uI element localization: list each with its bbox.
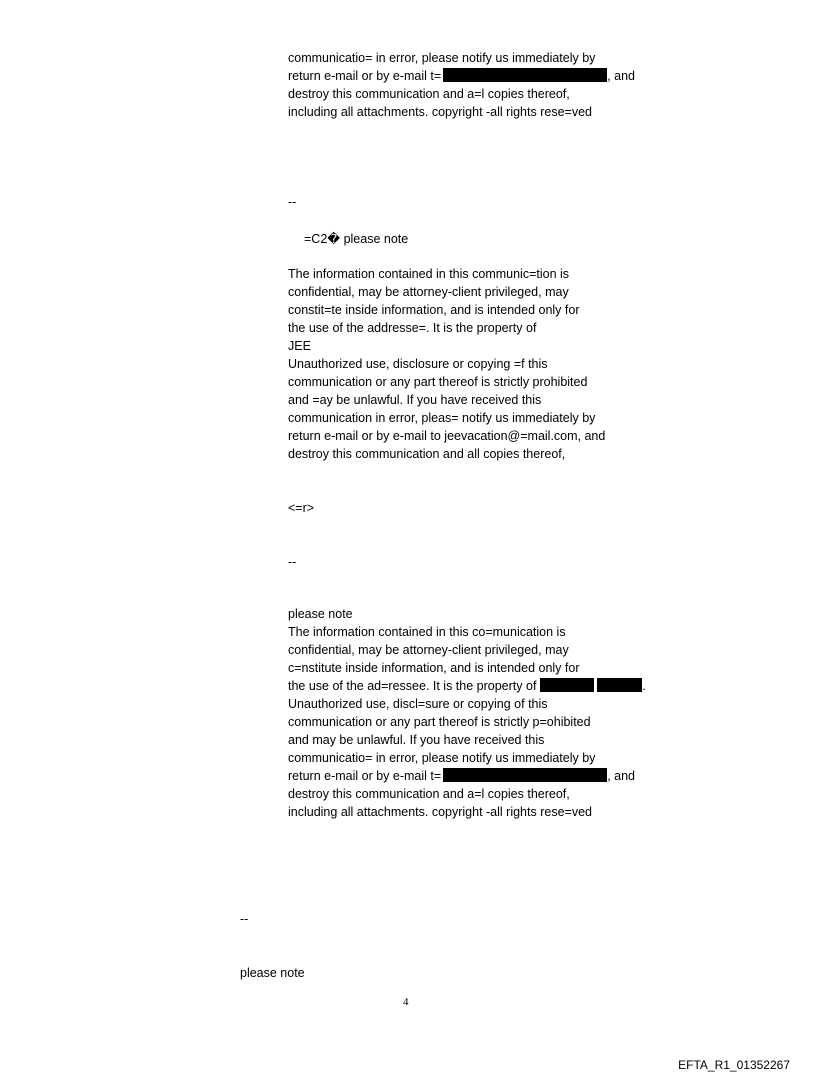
text-line <box>288 68 635 86</box>
text-fragment: . <box>642 679 646 693</box>
text-fragment: , and <box>607 769 635 783</box>
text-line: communication or any part thereof is strictly p=ohibited <box>288 715 591 729</box>
text-line: the use of the addresse=. It is the property of <box>288 321 537 335</box>
text-fragment: return e-mail or by e-mail t= <box>288 69 442 83</box>
text-line: JEE <box>288 339 311 353</box>
text-line: including all attachments. copyright -all rights rese=ved <box>288 805 592 819</box>
text-line: return e-mail or by e-mail to jeevacation@=mail.com, and <box>288 429 606 443</box>
page-number: 4 <box>403 996 409 1008</box>
separator-text: -- <box>240 912 249 926</box>
text-line: The information contained in this co=munication is <box>288 625 566 639</box>
text-line: confidential, may be attorney-client privileged, may <box>288 285 569 299</box>
text-line: communicatio= in error, please notify us immediately by <box>288 51 596 65</box>
text-line: communication in error, pleas= notify us immediately by <box>288 411 596 425</box>
text-line: including all attachments. copyright -all rights rese=ved <box>288 105 592 119</box>
text-line: destroy this communication and a=l copies thereof, <box>288 787 570 801</box>
text-line: destroy this communication and a=l copies thereof, <box>288 87 570 101</box>
text-line: destroy this communication and all copies thereof, <box>288 447 566 461</box>
text-line: communication or any part thereof is strictly prohibited <box>288 375 588 389</box>
text-line: c=nstitute inside information, and is intended only for <box>288 661 580 675</box>
text-line: constit=te inside information, and is intended only for <box>288 303 580 317</box>
text-fragment: return e-mail or by e-mail t= <box>288 769 442 783</box>
text-line <box>288 768 635 786</box>
redaction-bar <box>443 768 607 782</box>
text-line: The information contained in this communic=tion is <box>288 267 570 281</box>
br-tag-text: <=r> <box>288 501 315 515</box>
note-heading: please note <box>288 607 353 621</box>
redaction-bar <box>597 678 642 692</box>
text-line: Unauthorized use, discl=sure or copying of this <box>288 697 548 711</box>
text-fragment: , and <box>607 69 635 83</box>
note-heading: please note <box>240 966 305 980</box>
note-heading: =C2� please note <box>304 232 409 246</box>
separator-text: -- <box>288 555 297 569</box>
text-line <box>288 678 646 696</box>
document-id-footer: EFTA_R1_01352267 <box>678 1058 790 1072</box>
text-line: confidential, may be attorney-client privileged, may <box>288 643 569 657</box>
redaction-bar <box>443 68 607 82</box>
text-line: Unauthorized use, disclosure or copying =f this <box>288 357 548 371</box>
text-line: communicatio= in error, please notify us immediately by <box>288 751 596 765</box>
text-line: and may be unlawful. If you have received this <box>288 733 545 747</box>
text-line: and =ay be unlawful. If you have received this <box>288 393 542 407</box>
separator-text: -- <box>288 195 297 209</box>
text-fragment: the use of the ad=ressee. It is the property of <box>288 679 537 693</box>
redaction-bar <box>540 678 594 692</box>
